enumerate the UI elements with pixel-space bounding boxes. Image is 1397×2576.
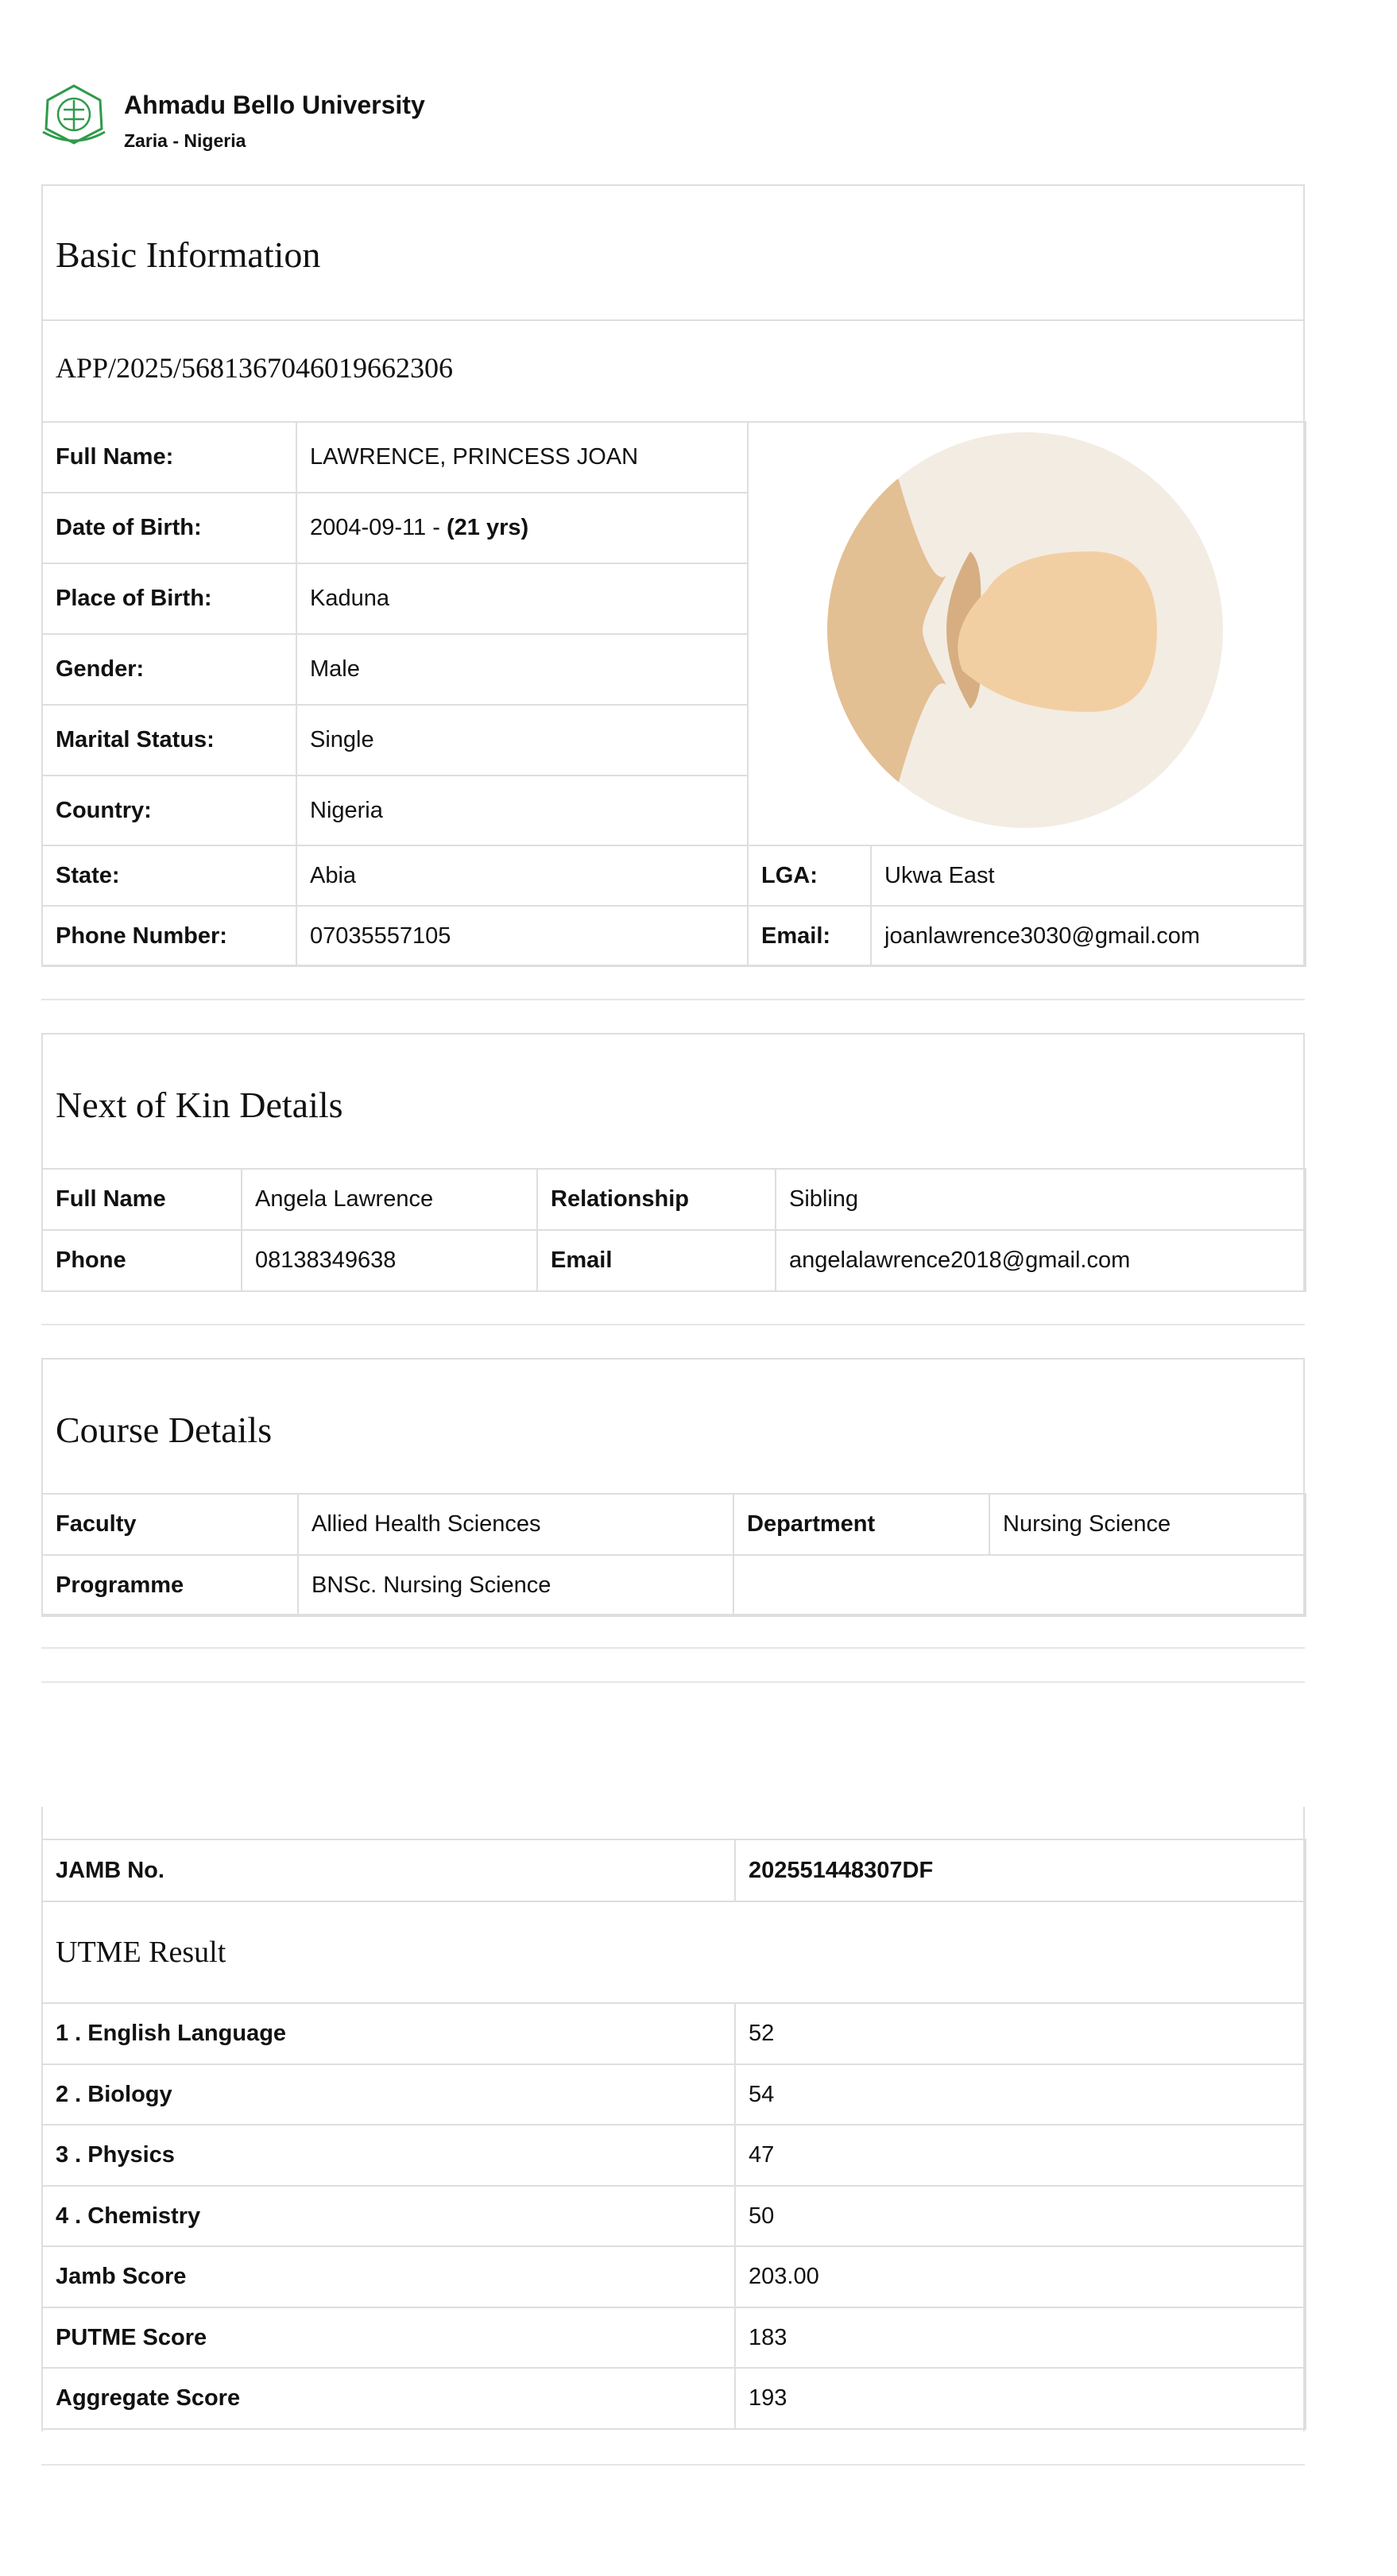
subject-score: 52	[735, 2003, 1306, 2064]
jamb-no-label: JAMB No.	[42, 1839, 735, 1901]
next-of-kin-table	[41, 1168, 1306, 1292]
subject-label: 1 . English Language	[42, 2003, 735, 2064]
pob-label: Place of Birth:	[42, 563, 296, 634]
course-details-table	[41, 1493, 1306, 1617]
full-name-value: LAWRENCE, PRINCESS JOAN	[296, 422, 748, 493]
utme-table	[41, 1839, 1306, 2430]
table-row	[42, 845, 1306, 906]
table-row	[42, 2307, 1306, 2368]
subject-score: 47	[735, 2125, 1306, 2186]
section-divider	[41, 2464, 1305, 2466]
jamb-score-label: Jamb Score	[42, 2246, 735, 2307]
marital-label: Marital Status:	[42, 705, 296, 776]
state-label: State:	[42, 845, 296, 906]
country-label: Country:	[42, 776, 296, 845]
basic-information-card	[41, 184, 1305, 966]
putme-score-value: 183	[735, 2307, 1306, 2368]
course-details-title: Course Details	[56, 1410, 273, 1450]
nok-email-value: angelalawrence2018@gmail.com	[776, 1230, 1306, 1291]
gender-value: Male	[296, 634, 748, 705]
table-row	[42, 1169, 1306, 1230]
pob-value: Kaduna	[296, 563, 748, 634]
university-location: Zaria - Nigeria	[124, 130, 246, 151]
programme-label: Programme	[42, 1555, 298, 1616]
nok-relationship-label: Relationship	[537, 1169, 776, 1230]
email-label: Email:	[748, 906, 871, 966]
jamb-no-value: 202551448307DF	[735, 1839, 1306, 1901]
table-row	[42, 2246, 1306, 2307]
dob-date: 2004-09-11	[310, 515, 427, 540]
table-row	[42, 1839, 1306, 1901]
age-value: (21 yrs)	[446, 515, 529, 540]
subject-label: 2 . Biology	[42, 2064, 735, 2125]
department-value: Nursing Science	[989, 1494, 1306, 1555]
faculty-value: Allied Health Sciences	[298, 1494, 733, 1555]
table-row	[42, 1230, 1306, 1291]
marital-value: Single	[296, 705, 748, 776]
jamb-score-value: 203.00	[735, 2246, 1306, 2307]
programme-value: BNSc. Nursing Science	[298, 1555, 733, 1616]
course-details-card	[41, 1358, 1305, 1615]
country-value: Nigeria	[296, 776, 748, 845]
nok-phone-label: Phone	[42, 1230, 242, 1291]
lga-value: Ukwa East	[871, 845, 1306, 906]
table-row	[42, 422, 1306, 493]
table-row	[42, 2003, 1306, 2064]
dob-value	[296, 493, 748, 563]
nok-relationship-value: Sibling	[776, 1169, 1306, 1230]
subject-score: 54	[735, 2064, 1306, 2125]
table-row	[42, 2064, 1306, 2125]
dob-separator: -	[426, 515, 447, 540]
basic-info-table	[41, 421, 1306, 967]
university-name: Ahmadu Bello University	[124, 91, 425, 119]
subject-label: 3 . Physics	[42, 2125, 735, 2186]
table-row	[42, 906, 1306, 966]
gender-label: Gender:	[42, 634, 296, 705]
empty-cell	[733, 1555, 1306, 1616]
dob-label: Date of Birth:	[42, 493, 296, 563]
section-divider	[41, 1324, 1305, 1325]
email-value: joanlawrence3030@gmail.com	[871, 906, 1306, 966]
subject-label: 4 . Chemistry	[42, 2186, 735, 2246]
table-row	[42, 1901, 1306, 2003]
department-label: Department	[733, 1494, 989, 1555]
subject-score: 50	[735, 2186, 1306, 2246]
table-row	[42, 1494, 1306, 1555]
lga-label: LGA:	[748, 845, 871, 906]
aggregate-score-value: 193	[735, 2368, 1306, 2429]
table-row	[42, 2186, 1306, 2246]
nok-phone-value: 08138349638	[242, 1230, 537, 1291]
basic-information-title: Basic Information	[56, 234, 321, 275]
user-avatar-icon	[827, 432, 1223, 828]
utme-result-title: UTME Result	[42, 1901, 1306, 2003]
nok-name-label: Full Name	[42, 1169, 242, 1230]
next-of-kin-card	[41, 1033, 1305, 1292]
section-divider	[41, 1647, 1305, 1649]
photo-cell	[748, 422, 1306, 845]
nok-email-label: Email	[537, 1230, 776, 1291]
table-row	[42, 1555, 1306, 1616]
phone-value: 07035557105	[296, 906, 748, 966]
next-of-kin-title: Next of Kin Details	[56, 1085, 343, 1125]
table-row	[42, 2368, 1306, 2429]
section-divider	[41, 999, 1305, 1000]
application-number: APP/2025/5681367046019662306	[56, 352, 454, 384]
university-logo-icon	[40, 83, 108, 146]
nok-name-value: Angela Lawrence	[242, 1169, 537, 1230]
faculty-label: Faculty	[42, 1494, 298, 1555]
table-row	[42, 2125, 1306, 2186]
section-divider	[41, 1681, 1305, 1683]
utme-card	[41, 1807, 1305, 2431]
aggregate-score-label: Aggregate Score	[42, 2368, 735, 2429]
state-value: Abia	[296, 845, 748, 906]
phone-label: Phone Number:	[42, 906, 296, 966]
page-header	[40, 79, 485, 156]
putme-score-label: PUTME Score	[42, 2307, 735, 2368]
full-name-label: Full Name:	[42, 422, 296, 493]
